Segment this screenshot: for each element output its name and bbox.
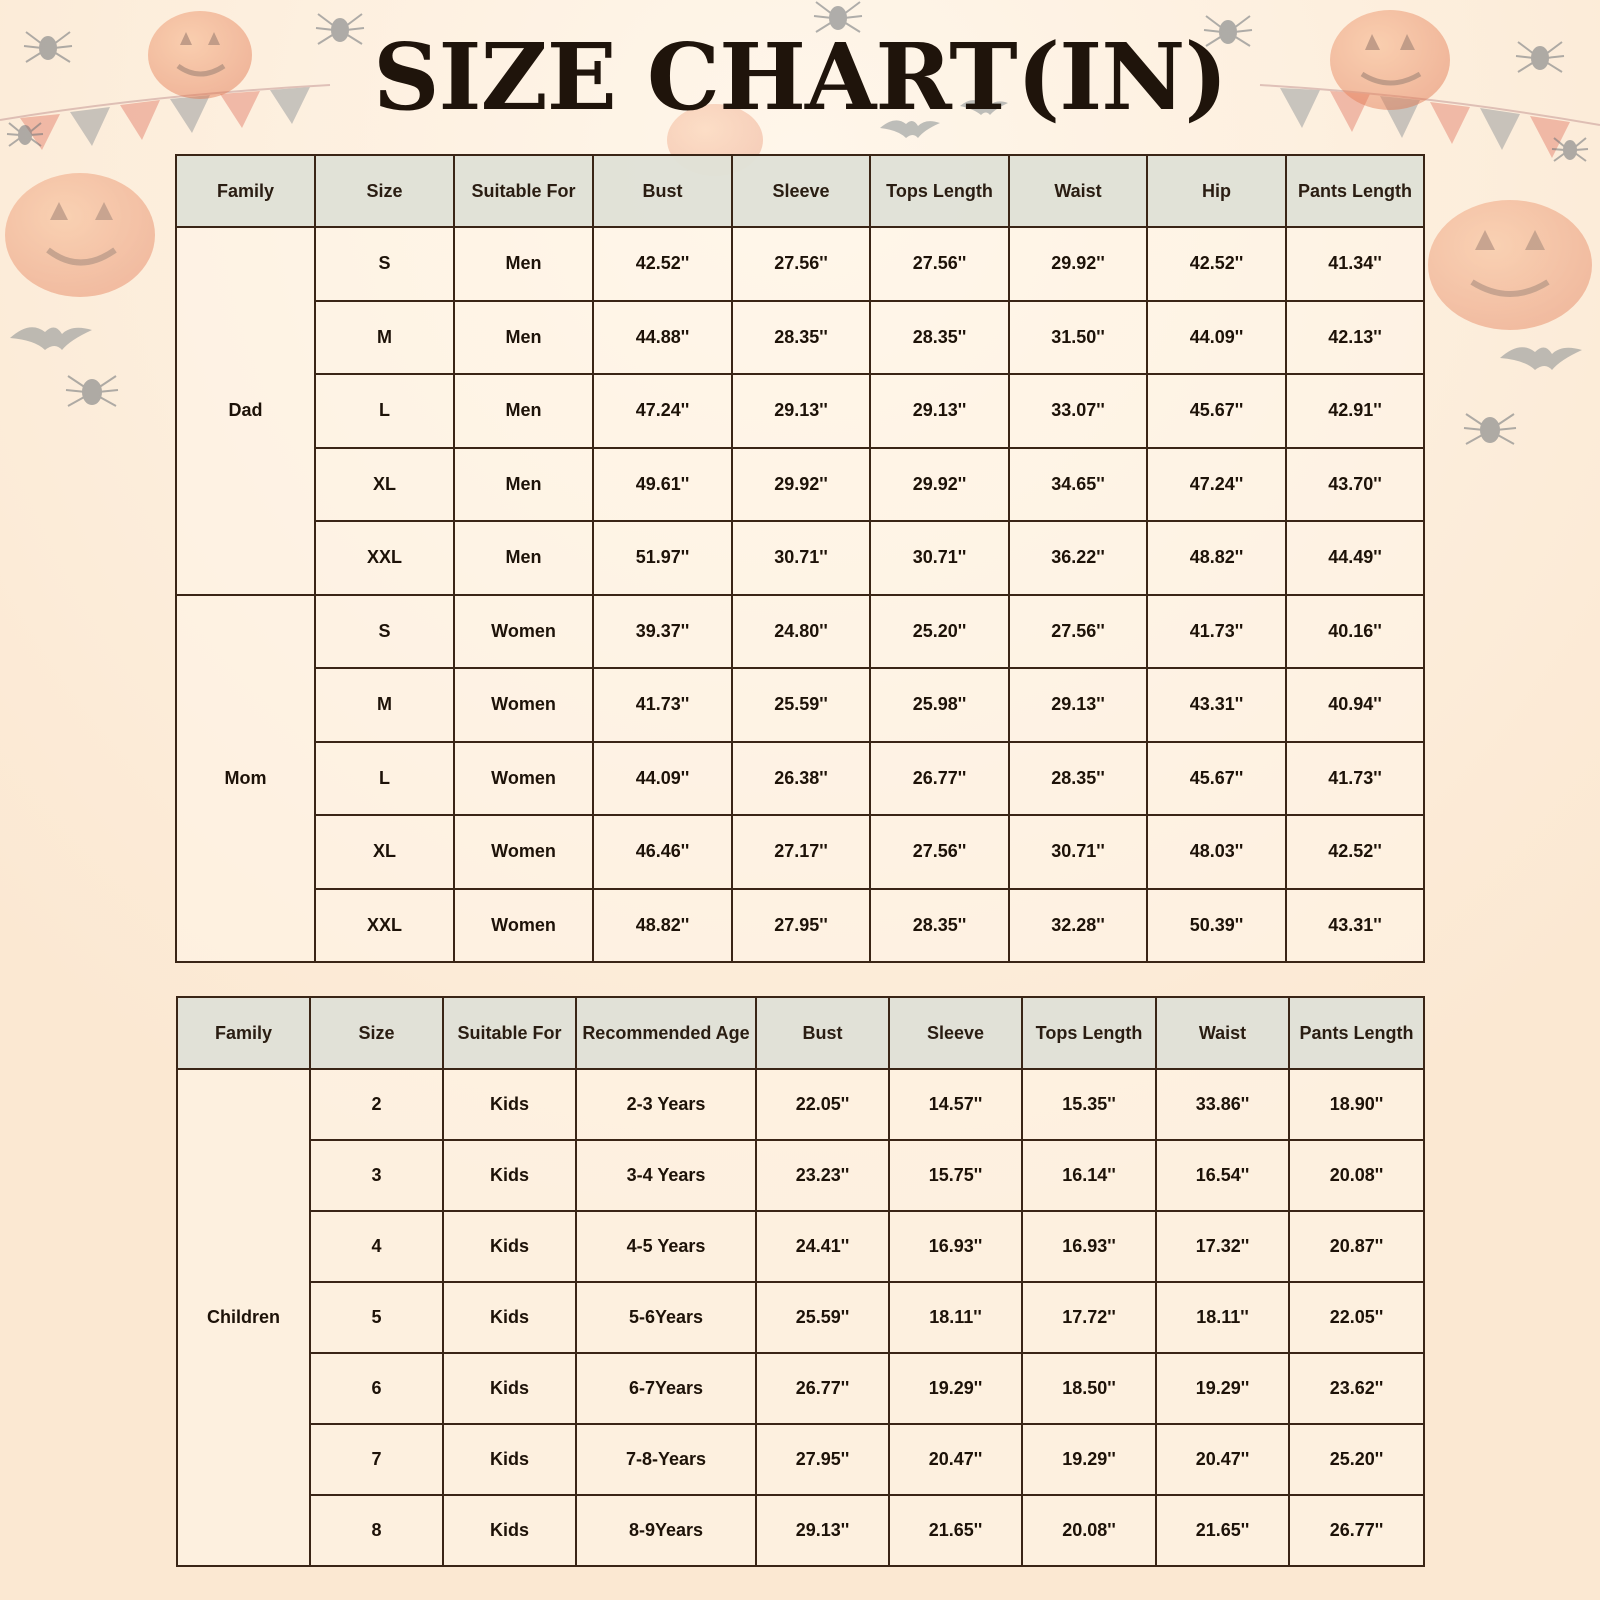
- waist-cell: 36.22'': [1009, 521, 1147, 595]
- size-cell: XXL: [315, 889, 454, 963]
- suitable-for-cell: Men: [454, 448, 593, 522]
- hip-cell: 50.39'': [1147, 889, 1286, 963]
- suitable-for-cell: Women: [454, 595, 593, 669]
- bust-cell: 24.41'': [756, 1211, 889, 1282]
- size-cell: 3: [310, 1140, 443, 1211]
- tops-length-cell: 25.98'': [870, 668, 1009, 742]
- kids-size-table: [176, 996, 1425, 1567]
- recommended-age-cell: 7-8-Years: [576, 1424, 756, 1495]
- size-cell: 7: [310, 1424, 443, 1495]
- suitable-for-cell: Men: [454, 301, 593, 375]
- waist-cell: 21.65'': [1156, 1495, 1289, 1566]
- tops-length-cell: 29.92'': [870, 448, 1009, 522]
- sleeve-cell: 27.56'': [732, 227, 870, 301]
- table-row: [176, 595, 1424, 669]
- header-recommended-age: Recommended Age: [576, 997, 756, 1069]
- header-hip: Hip: [1147, 155, 1286, 227]
- bust-cell: 48.82'': [593, 889, 732, 963]
- header-tops-length: Tops Length: [870, 155, 1009, 227]
- bust-cell: 25.59'': [756, 1282, 889, 1353]
- bust-cell: 44.09'': [593, 742, 732, 816]
- table-row: [176, 889, 1424, 963]
- suitable-for-cell: Women: [454, 815, 593, 889]
- waist-cell: 32.28'': [1009, 889, 1147, 963]
- size-cell: XXL: [315, 521, 454, 595]
- tops-length-cell: 27.56'': [870, 815, 1009, 889]
- hip-cell: 47.24'': [1147, 448, 1286, 522]
- bust-cell: 23.23'': [756, 1140, 889, 1211]
- table-row: [176, 374, 1424, 448]
- header-bust: Bust: [756, 997, 889, 1069]
- header-waist: Waist: [1009, 155, 1147, 227]
- sleeve-cell: 26.38'': [732, 742, 870, 816]
- table-row: [176, 448, 1424, 522]
- family-cell-dad: Dad: [176, 227, 315, 595]
- table-row: [176, 521, 1424, 595]
- suitable-for-cell: Kids: [443, 1282, 576, 1353]
- pants-length-cell: 41.34'': [1286, 227, 1424, 301]
- suitable-for-cell: Kids: [443, 1495, 576, 1566]
- pants-length-cell: 20.08'': [1289, 1140, 1424, 1211]
- sleeve-cell: 14.57'': [889, 1069, 1022, 1140]
- header-size: Size: [310, 997, 443, 1069]
- waist-cell: 33.86'': [1156, 1069, 1289, 1140]
- header-sleeve: Sleeve: [732, 155, 870, 227]
- waist-cell: 27.56'': [1009, 595, 1147, 669]
- bust-cell: 29.13'': [756, 1495, 889, 1566]
- tops-length-cell: 16.93'': [1022, 1211, 1156, 1282]
- tops-length-cell: 15.35'': [1022, 1069, 1156, 1140]
- pants-length-cell: 42.91'': [1286, 374, 1424, 448]
- bust-cell: 44.88'': [593, 301, 732, 375]
- pants-length-cell: 26.77'': [1289, 1495, 1424, 1566]
- pants-length-cell: 20.87'': [1289, 1211, 1424, 1282]
- bust-cell: 42.52'': [593, 227, 732, 301]
- suitable-for-cell: Kids: [443, 1140, 576, 1211]
- family-cell-children: Children: [177, 1069, 310, 1566]
- tops-length-cell: 25.20'': [870, 595, 1009, 669]
- suitable-for-cell: Men: [454, 374, 593, 448]
- size-cell: M: [315, 668, 454, 742]
- header-pants-length: Pants Length: [1286, 155, 1424, 227]
- waist-cell: 19.29'': [1156, 1353, 1289, 1424]
- bust-cell: 27.95'': [756, 1424, 889, 1495]
- table-row: [176, 815, 1424, 889]
- suitable-for-cell: Kids: [443, 1211, 576, 1282]
- hip-cell: 48.03'': [1147, 815, 1286, 889]
- waist-cell: 16.54'': [1156, 1140, 1289, 1211]
- size-cell: S: [315, 595, 454, 669]
- header-sleeve: Sleeve: [889, 997, 1022, 1069]
- waist-cell: 17.32'': [1156, 1211, 1289, 1282]
- sleeve-cell: 18.11'': [889, 1282, 1022, 1353]
- suitable-for-cell: Women: [454, 742, 593, 816]
- sleeve-cell: 30.71'': [732, 521, 870, 595]
- sleeve-cell: 20.47'': [889, 1424, 1022, 1495]
- table-row: [177, 1495, 1424, 1566]
- size-cell: 6: [310, 1353, 443, 1424]
- waist-cell: 18.11'': [1156, 1282, 1289, 1353]
- pants-length-cell: 43.31'': [1286, 889, 1424, 963]
- pants-length-cell: 43.70'': [1286, 448, 1424, 522]
- sleeve-cell: 27.17'': [732, 815, 870, 889]
- size-cell: XL: [315, 448, 454, 522]
- waist-cell: 28.35'': [1009, 742, 1147, 816]
- bust-cell: 26.77'': [756, 1353, 889, 1424]
- suitable-for-cell: Women: [454, 668, 593, 742]
- pants-length-cell: 18.90'': [1289, 1069, 1424, 1140]
- bust-cell: 39.37'': [593, 595, 732, 669]
- pants-length-cell: 42.52'': [1286, 815, 1424, 889]
- bust-cell: 46.46'': [593, 815, 732, 889]
- table-row: [176, 668, 1424, 742]
- table-row: [177, 1353, 1424, 1424]
- sleeve-cell: 28.35'': [732, 301, 870, 375]
- pants-length-cell: 40.94'': [1286, 668, 1424, 742]
- hip-cell: 41.73'': [1147, 595, 1286, 669]
- size-cell: 8: [310, 1495, 443, 1566]
- table-row: [176, 227, 1424, 301]
- pumpkin-left: [5, 173, 155, 297]
- sleeve-cell: 16.93'': [889, 1211, 1022, 1282]
- waist-cell: 29.13'': [1009, 668, 1147, 742]
- size-cell: S: [315, 227, 454, 301]
- adult-size-table: [175, 154, 1425, 963]
- tops-length-cell: 18.50'': [1022, 1353, 1156, 1424]
- size-cell: 4: [310, 1211, 443, 1282]
- recommended-age-cell: 3-4 Years: [576, 1140, 756, 1211]
- adult-header-row: [176, 155, 1424, 227]
- table-row: [177, 1424, 1424, 1495]
- waist-cell: 20.47'': [1156, 1424, 1289, 1495]
- size-cell: L: [315, 374, 454, 448]
- hip-cell: 43.31'': [1147, 668, 1286, 742]
- tops-length-cell: 29.13'': [870, 374, 1009, 448]
- header-suitable-for: Suitable For: [443, 997, 576, 1069]
- table-row: [177, 1069, 1424, 1140]
- header-size: Size: [315, 155, 454, 227]
- table-row: [176, 742, 1424, 816]
- hip-cell: 44.09'': [1147, 301, 1286, 375]
- sleeve-cell: 27.95'': [732, 889, 870, 963]
- pants-length-cell: 40.16'': [1286, 595, 1424, 669]
- suitable-for-cell: Men: [454, 227, 593, 301]
- suitable-for-cell: Kids: [443, 1424, 576, 1495]
- suitable-for-cell: Women: [454, 889, 593, 963]
- waist-cell: 30.71'': [1009, 815, 1147, 889]
- bust-cell: 41.73'': [593, 668, 732, 742]
- header-bust: Bust: [593, 155, 732, 227]
- pants-length-cell: 41.73'': [1286, 742, 1424, 816]
- header-family: Family: [176, 155, 315, 227]
- pumpkin-right: [1428, 200, 1592, 330]
- pants-length-cell: 22.05'': [1289, 1282, 1424, 1353]
- size-cell: 5: [310, 1282, 443, 1353]
- tops-length-cell: 30.71'': [870, 521, 1009, 595]
- waist-cell: 29.92'': [1009, 227, 1147, 301]
- recommended-age-cell: 5-6Years: [576, 1282, 756, 1353]
- hip-cell: 48.82'': [1147, 521, 1286, 595]
- header-family: Family: [177, 997, 310, 1069]
- hip-cell: 45.67'': [1147, 374, 1286, 448]
- header-suitable-for: Suitable For: [454, 155, 593, 227]
- size-cell: 2: [310, 1069, 443, 1140]
- recommended-age-cell: 6-7Years: [576, 1353, 756, 1424]
- sleeve-cell: 25.59'': [732, 668, 870, 742]
- header-tops-length: Tops Length: [1022, 997, 1156, 1069]
- tops-length-cell: 17.72'': [1022, 1282, 1156, 1353]
- table-row: [177, 1282, 1424, 1353]
- sleeve-cell: 24.80'': [732, 595, 870, 669]
- bust-cell: 22.05'': [756, 1069, 889, 1140]
- hip-cell: 45.67'': [1147, 742, 1286, 816]
- recommended-age-cell: 4-5 Years: [576, 1211, 756, 1282]
- sleeve-cell: 19.29'': [889, 1353, 1022, 1424]
- tops-length-cell: 26.77'': [870, 742, 1009, 816]
- table-row: [176, 301, 1424, 375]
- sleeve-cell: 29.92'': [732, 448, 870, 522]
- pants-length-cell: 25.20'': [1289, 1424, 1424, 1495]
- header-pants-length: Pants Length: [1289, 997, 1424, 1069]
- sleeve-cell: 21.65'': [889, 1495, 1022, 1566]
- bust-cell: 47.24'': [593, 374, 732, 448]
- tops-length-cell: 27.56'': [870, 227, 1009, 301]
- suitable-for-cell: Kids: [443, 1353, 576, 1424]
- tops-length-cell: 28.35'': [870, 889, 1009, 963]
- waist-cell: 34.65'': [1009, 448, 1147, 522]
- tops-length-cell: 20.08'': [1022, 1495, 1156, 1566]
- sleeve-cell: 29.13'': [732, 374, 870, 448]
- size-cell: L: [315, 742, 454, 816]
- pants-length-cell: 23.62'': [1289, 1353, 1424, 1424]
- recommended-age-cell: 2-3 Years: [576, 1069, 756, 1140]
- tops-length-cell: 19.29'': [1022, 1424, 1156, 1495]
- waist-cell: 33.07'': [1009, 374, 1147, 448]
- tops-length-cell: 28.35'': [870, 301, 1009, 375]
- tops-length-cell: 16.14'': [1022, 1140, 1156, 1211]
- table-row: [177, 1211, 1424, 1282]
- recommended-age-cell: 8-9Years: [576, 1495, 756, 1566]
- bust-cell: 51.97'': [593, 521, 732, 595]
- family-cell-mom: Mom: [176, 595, 315, 963]
- pants-length-cell: 44.49'': [1286, 521, 1424, 595]
- size-cell: M: [315, 301, 454, 375]
- kids-header-row: [177, 997, 1424, 1069]
- page-title: SIZE CHART(IN): [373, 23, 1227, 131]
- hip-cell: 42.52'': [1147, 227, 1286, 301]
- suitable-for-cell: Kids: [443, 1069, 576, 1140]
- header-waist: Waist: [1156, 997, 1289, 1069]
- table-row: [177, 1140, 1424, 1211]
- sleeve-cell: 15.75'': [889, 1140, 1022, 1211]
- pants-length-cell: 42.13'': [1286, 301, 1424, 375]
- suitable-for-cell: Men: [454, 521, 593, 595]
- waist-cell: 31.50'': [1009, 301, 1147, 375]
- bust-cell: 49.61'': [593, 448, 732, 522]
- size-cell: XL: [315, 815, 454, 889]
